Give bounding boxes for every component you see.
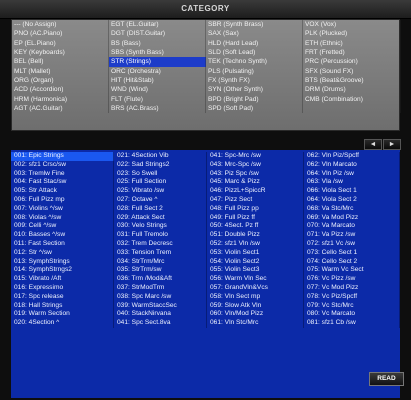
patch-item[interactable]: 031: Full Tremolo — [114, 231, 207, 240]
category-item[interactable]: AGT (AC.Guitar) — [12, 104, 109, 113]
patch-item[interactable]: 057: GrandVln&Vcs — [207, 284, 304, 293]
patch-item[interactable]: 043: Piz Spc /sw — [207, 170, 304, 179]
patch-item[interactable]: 001: Epic Strings — [11, 152, 114, 161]
patch-list — [11, 150, 400, 398]
patch-item[interactable]: 032: Trem Decresc — [114, 240, 207, 249]
patch-item[interactable]: 052: sfz1 Vln /sw — [207, 240, 304, 249]
patch-item[interactable]: 075: Warm Vc Sect — [304, 266, 400, 275]
patch-item[interactable]: 022: Sad Strings2 — [114, 161, 207, 170]
patch-item[interactable]: 008: Violas ^/sw — [11, 214, 114, 223]
category-item[interactable]: BS (Bass) — [109, 39, 206, 48]
patch-item[interactable]: 016: Expressimo — [11, 284, 114, 293]
patch-item[interactable]: 053: Violin Sect1 — [207, 249, 304, 258]
patch-item[interactable]: 040: StackNirvana — [114, 310, 207, 319]
patch-item[interactable]: 025: Vibrato /sw — [114, 187, 207, 196]
category-item[interactable]: FRT (Fretted) — [303, 48, 401, 57]
category-item[interactable]: SFX (Sound FX) — [303, 67, 401, 76]
category-item[interactable]: ACD (Accordion) — [12, 85, 109, 94]
patch-item[interactable]: 007: Violins ^/sw — [11, 205, 114, 214]
window-title: CATEGORY — [0, 0, 411, 19]
patch-item[interactable]: 073: Cello Sect 1 — [304, 249, 400, 258]
patch-item[interactable]: 054: Violin Sect2 — [207, 258, 304, 267]
category-item[interactable]: HIT (Hit&Stab) — [109, 76, 206, 85]
category-item[interactable]: TEK (Techno Synth) — [206, 57, 303, 66]
patch-item[interactable]: 055: Violin Sect3 — [207, 266, 304, 275]
category-item[interactable]: PLK (Plucked) — [303, 29, 401, 38]
patch-item[interactable]: 030: Velo Strings — [114, 222, 207, 231]
patch-item[interactable]: 041: Spc-Mrc /sw — [207, 152, 304, 161]
category-item[interactable]: BPD (Bright Pad) — [206, 95, 303, 104]
patch-item[interactable]: 072: sfz1 Vc /sw — [304, 240, 400, 249]
patch-item[interactable]: 047: Pizz Sect — [207, 196, 304, 205]
category-item[interactable]: PLS (Pulsating) — [206, 67, 303, 76]
patch-item[interactable]: 045: Marc & Pizz — [207, 178, 304, 187]
patch-item[interactable]: 049: Full Pizz ff — [207, 214, 304, 223]
patch-item[interactable]: 079: Vc Stc/Mrc — [304, 302, 400, 311]
patch-item[interactable]: 048: Full Pizz pp — [207, 205, 304, 214]
patch-item[interactable]: 023: So Swell — [114, 170, 207, 179]
category-item[interactable]: STR (Strings) — [109, 57, 206, 66]
patch-item[interactable]: 063: Vla /sw — [304, 178, 400, 187]
category-item[interactable]: FLT (Flute) — [109, 95, 206, 104]
patch-item[interactable]: 038: Spc Marc /sw — [114, 293, 207, 302]
patch-item[interactable]: 059: Slow Atk Vln — [207, 302, 304, 311]
patch-item[interactable]: 003: Tremlw Fine — [11, 170, 114, 179]
patch-item[interactable]: 027: Octave ^ — [114, 196, 207, 205]
patch-item[interactable]: 070: Va Marcato — [304, 222, 400, 231]
category-item[interactable]: CMB (Combination) — [303, 95, 401, 104]
patch-item[interactable]: 019: Warm Section — [11, 310, 114, 319]
category-item[interactable]: VOX (Vox) — [303, 20, 401, 29]
category-item[interactable]: SBR (Synth Brass) — [206, 20, 303, 29]
patch-item[interactable]: 069: Va Mod Pizz — [304, 214, 400, 223]
category-item[interactable]: ORC (Orchestra) — [109, 67, 206, 76]
patch-item[interactable]: 056: Warm Vln Sec — [207, 275, 304, 284]
category-item[interactable]: ORG (Organ) — [12, 76, 109, 85]
category-item[interactable]: KEY (Keyboards) — [12, 48, 109, 57]
patch-item[interactable]: 074: Cello Sect 2 — [304, 258, 400, 267]
patch-item[interactable]: 041: Spc Sect.8va — [114, 319, 207, 328]
category-item[interactable]: DRM (Drums) — [303, 85, 401, 94]
category-item[interactable]: SLD (Soft Lead) — [206, 48, 303, 57]
patch-item[interactable]: 064: Viola Sect 2 — [304, 196, 400, 205]
patch-item[interactable]: 013: SymphStrings — [11, 258, 114, 267]
patch-item[interactable]: 021: 4Section Vib — [114, 152, 207, 161]
patch-item[interactable]: 020: 4Section ^ — [11, 319, 114, 328]
patch-item[interactable]: 043: Mrc-Spc /sw — [207, 161, 304, 170]
patch-item[interactable]: 005: Str Attack — [11, 187, 114, 196]
category-item[interactable]: --- (No Assign) — [12, 20, 109, 29]
patch-item[interactable]: 025: Full Section — [114, 178, 207, 187]
patch-item[interactable]: 071: Va Pizz /sw — [304, 231, 400, 240]
category-item[interactable]: ETH (Ethnic) — [303, 39, 401, 48]
category-item[interactable]: FX (Synth FX) — [206, 76, 303, 85]
patch-item[interactable]: 078: Vc Piz/Spcff — [304, 293, 400, 302]
category-item[interactable]: WND (Wind) — [109, 85, 206, 94]
patch-item[interactable]: 080: Vc Marcato — [304, 310, 400, 319]
patch-item[interactable]: 035: StrTrm/sw — [114, 266, 207, 275]
patch-item[interactable]: 051: Double Pizz — [207, 231, 304, 240]
patch-item[interactable]: 077: Vc Mod Pizz — [304, 284, 400, 293]
patch-item[interactable]: 068: Va Stc/Mrc — [304, 205, 400, 214]
patch-item[interactable]: 017: Spc release — [11, 293, 114, 302]
category-item[interactable]: SYN (Other Synth) — [206, 85, 303, 94]
patch-item[interactable]: 010: Basses ^/sw — [11, 231, 114, 240]
patch-item[interactable]: 064: Vln Piz /sw — [304, 170, 400, 179]
patch-item[interactable]: 039: WarmStaccSec — [114, 302, 207, 311]
patch-item[interactable]: 061: Vln Stc/Mrc — [207, 319, 304, 328]
patch-item[interactable]: 036: Trm /Mod&Aft — [114, 275, 207, 284]
patch-item[interactable]: 014: SymphStrngs2 — [11, 266, 114, 275]
patch-item[interactable]: 034: StrTrm/Mrc — [114, 258, 207, 267]
next-page-button[interactable]: ► — [383, 139, 401, 150]
patch-item[interactable]: 009: Celli ^/sw — [11, 222, 114, 231]
category-item[interactable]: SBS (Synth Bass) — [109, 48, 206, 57]
patch-item[interactable]: 076: Vc Pizz /sw — [304, 275, 400, 284]
read-button[interactable]: READ — [369, 372, 404, 386]
patch-item[interactable]: 018: Hall Strings — [11, 302, 114, 311]
category-empty — [303, 104, 401, 113]
category-item[interactable]: HRM (Harmonica) — [12, 95, 109, 104]
category-item[interactable]: BRS (AC.Brass) — [109, 104, 206, 113]
category-item[interactable]: BTS (Beat&Groove) — [303, 76, 401, 85]
patch-item[interactable]: 004: Fast Stac/sw — [11, 178, 114, 187]
patch-item[interactable]: 062: Vln Piz/Spcff — [304, 152, 400, 161]
category-grid — [11, 19, 400, 131]
category-item[interactable]: MLT (Mallet) — [12, 67, 109, 76]
patch-item[interactable]: 015: Vibrato /Aft — [11, 275, 114, 284]
patch-item[interactable]: 037: StrModTrm — [114, 284, 207, 293]
patch-item[interactable]: 062: Vln Marcato — [304, 161, 400, 170]
patch-item[interactable]: 033: Tension Trem — [114, 249, 207, 258]
category-item[interactable]: DGT (DIST.Guitar) — [109, 29, 206, 38]
patch-item[interactable]: 060: Vln/Mod Pizz — [207, 310, 304, 319]
category-item[interactable]: SAX (Sax) — [206, 29, 303, 38]
patch-item[interactable]: 011: Fast Section — [11, 240, 114, 249]
category-item[interactable]: EP (EL.Piano) — [12, 39, 109, 48]
category-item[interactable]: HLD (Hard Lead) — [206, 39, 303, 48]
patch-item[interactable]: 081: sfz1 Cb /sw — [304, 319, 400, 328]
category-item[interactable]: BEL (Bell) — [12, 57, 109, 66]
patch-item[interactable]: 058: Vln Sect mp — [207, 293, 304, 302]
category-item[interactable]: PNO (AC.Piano) — [12, 29, 109, 38]
prev-page-button[interactable]: ◄ — [364, 139, 382, 150]
category-item[interactable]: PRC (Percussion) — [303, 57, 401, 66]
patch-item[interactable]: 050: 4Sect. Pz ff — [207, 222, 304, 231]
patch-item[interactable]: 028: Full Sect 2 — [114, 205, 207, 214]
patch-item[interactable]: 046: PizzL+SpiccR — [207, 187, 304, 196]
patch-item[interactable]: 066: Viola Sect 1 — [304, 187, 400, 196]
category-item[interactable]: EGT (EL.Guitar) — [109, 20, 206, 29]
category-item[interactable]: SPD (Soft Pad) — [206, 104, 303, 113]
patch-item[interactable]: 002: sfz1 Crsc/sw — [11, 161, 114, 170]
patch-item[interactable]: 012: Str ^/sw — [11, 249, 114, 258]
patch-item[interactable]: 029: Attack Sect — [114, 214, 207, 223]
patch-item[interactable]: 006: Full Pizz mp — [11, 196, 114, 205]
